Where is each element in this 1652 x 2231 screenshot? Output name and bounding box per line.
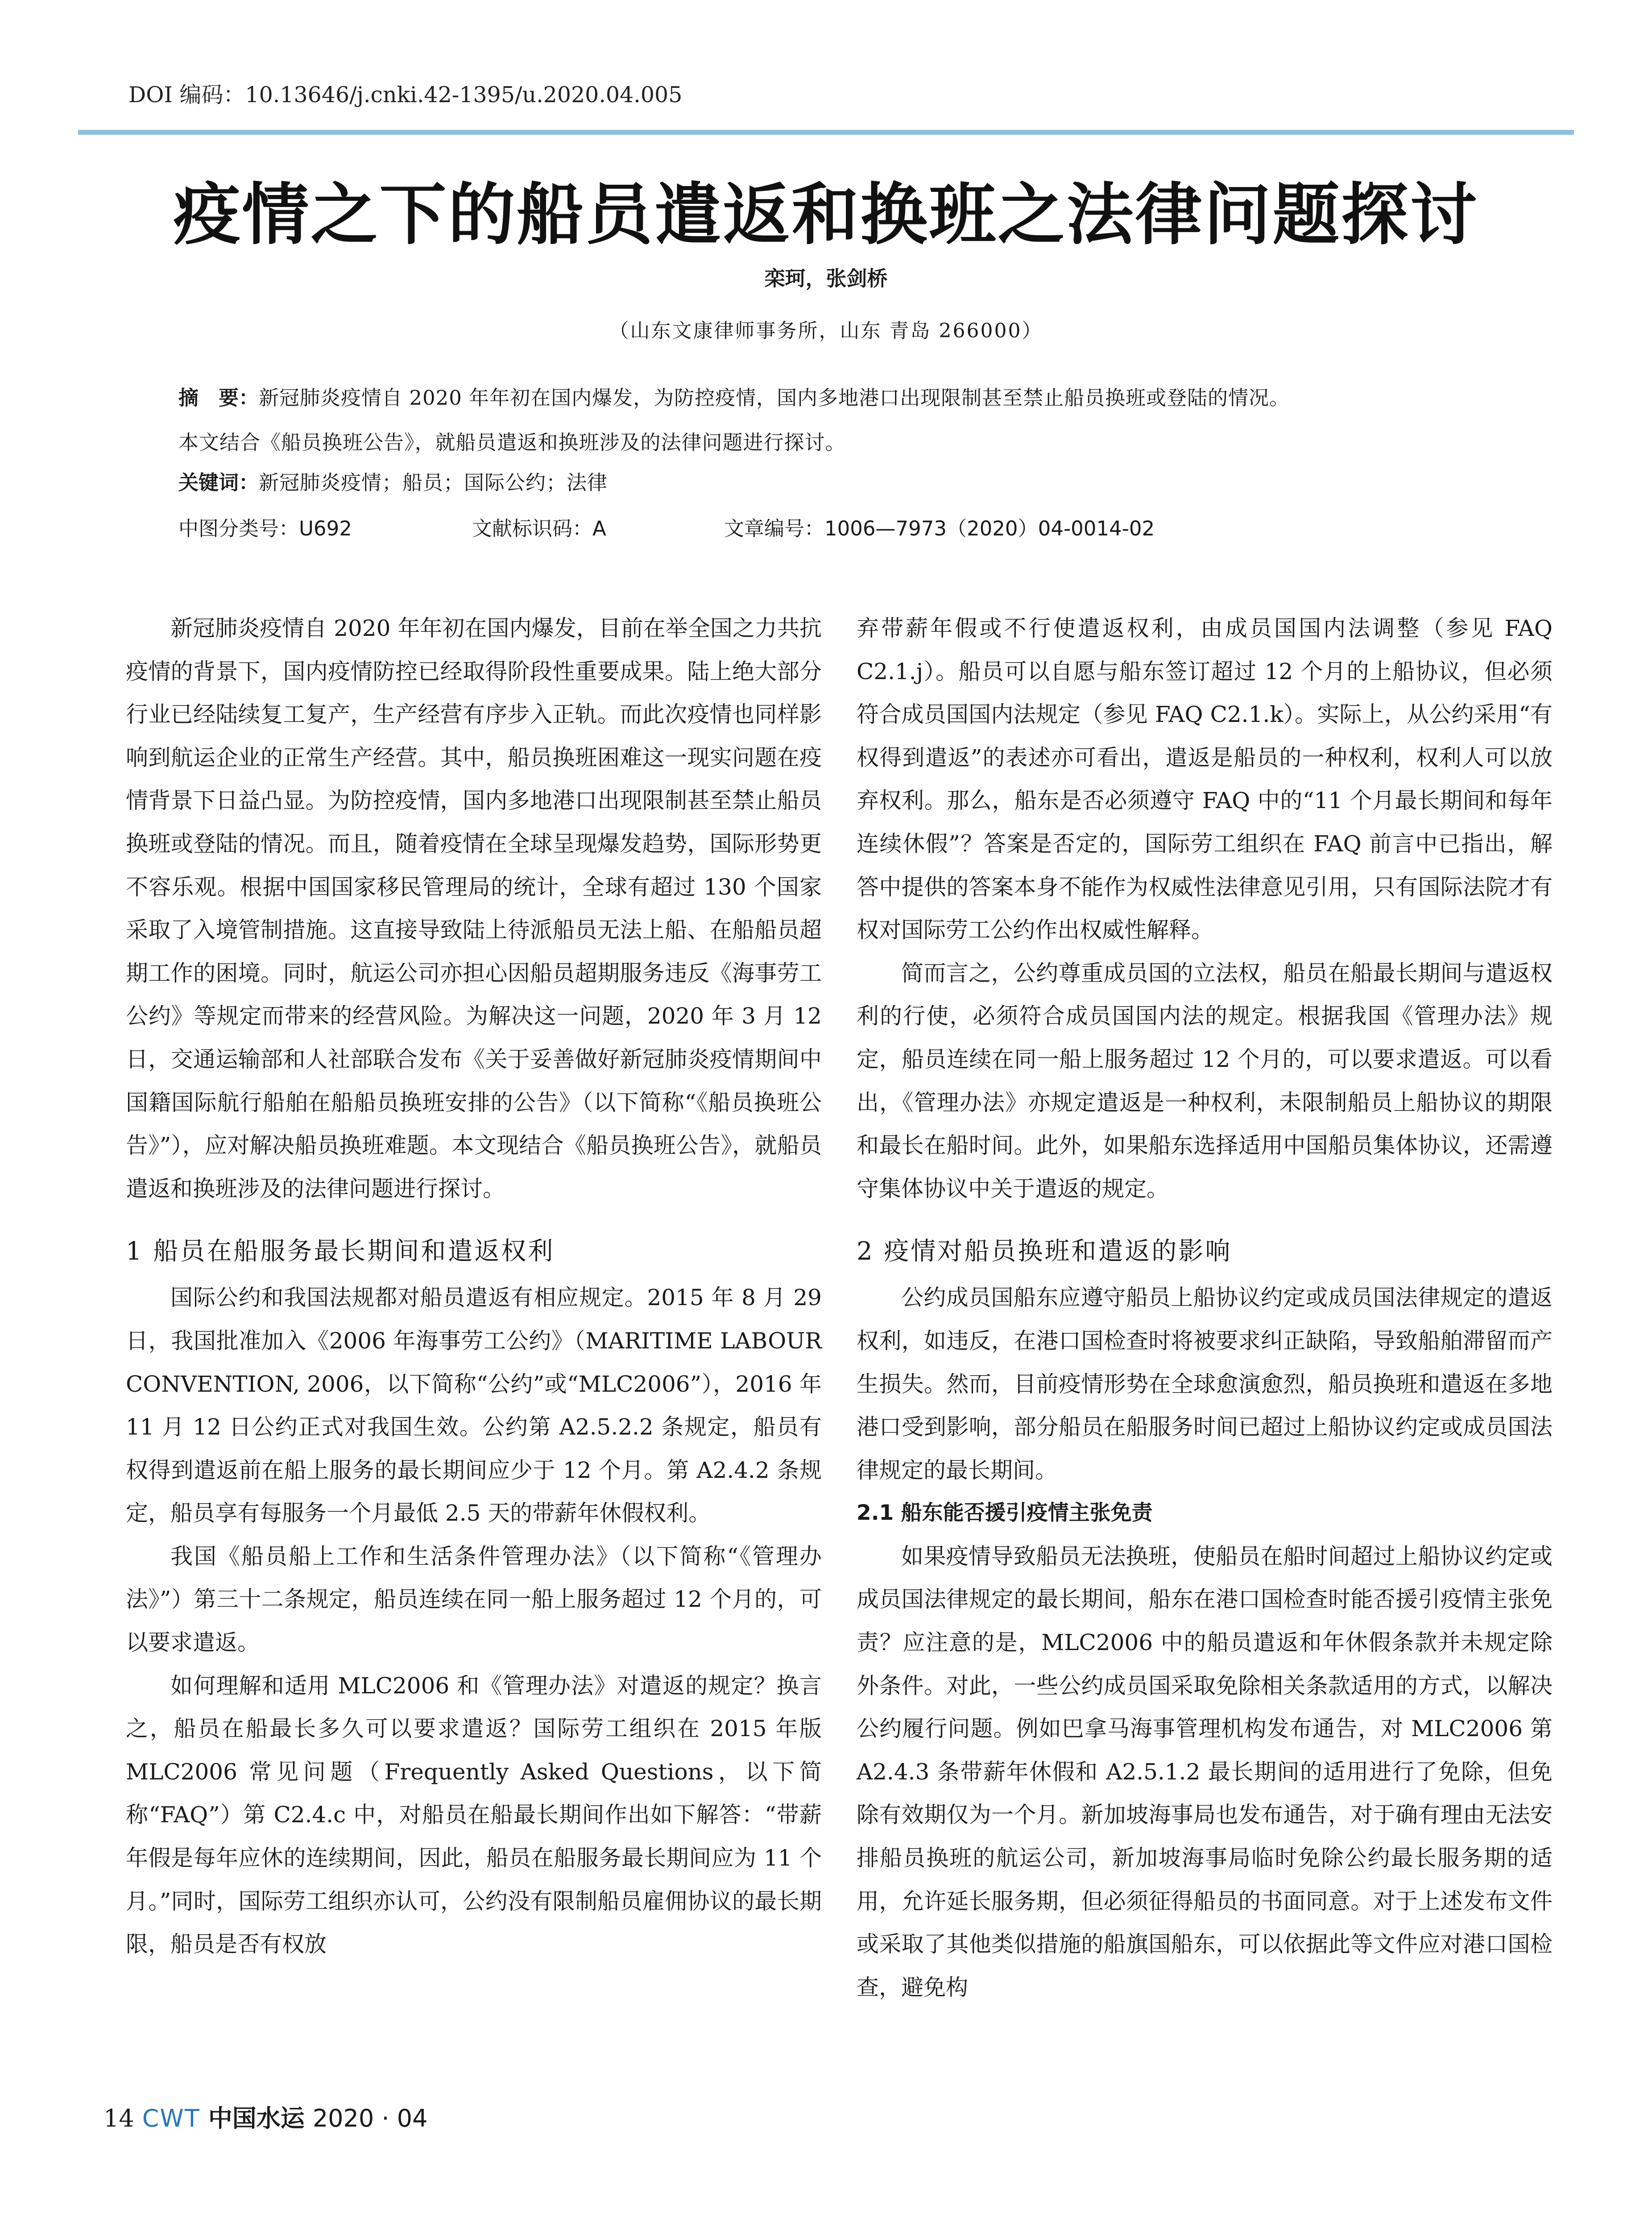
section-2-paragraph-1: 公约成员国船东应遵守船员上船协议约定或成员国法律规定的遣返权利，如违反，在港口国检查时将被要求纠正缺陷，导致船舶滞留而产生损失。然而，目前疫情形势在全球愈演愈烈，船员换班和遣返在多地港口受到影响，部分船员在船服务时间已超过上船协议约定或成员国法律规定的最长期间。 xyxy=(857,1285,1553,1483)
abstract-text-1: 新冠肺炎疫情自 2020 年年初在国内爆发，为防控疫情，国内多地港口出现限制甚至禁止船员换班或登陆的情况。 xyxy=(259,386,1290,410)
journal-logo: CWT xyxy=(142,2104,200,2132)
section-2-heading: 2 疫情对船员换班和遣返的影响 xyxy=(857,1237,1232,1266)
article-number: 文章编号：1006—7973（2020）04-0014-02 xyxy=(724,517,1155,540)
journal-name: 中国水运 xyxy=(208,2104,305,2132)
doi-line: DOI 编码：10.13646/j.cnki.42-1395/u.2020.04.005 xyxy=(128,82,683,108)
abstract-line-1 xyxy=(178,382,1517,411)
issue-number: 2020 · 04 xyxy=(312,2104,428,2132)
section-1-paragraph-4: 简而言之，公约尊重成员国的立法权，船员在船最长期间与遣返权利的行使，必须符合成员国国内法的规定。根据我国《管理办法》规定，船员连续在同一船上服务超过 12 个月的，可以要求遣返。可以看出，《管理办法》亦规定遣返是一种权利，未限制船员上船协议的期限和最长在船时间。此外，如果船东选择适用中国船员集体协议，还需遵守集体协议中关于遣返的规定。 xyxy=(857,960,1553,1202)
document-code: 文献标识码：A xyxy=(472,517,606,540)
intro-paragraph: 新冠肺炎疫情自 2020 年年初在国内爆发，目前在举全国之力共抗疫情的背景下，国内疫情防控已经取得阶段性重要成果。陆上绝大部分行业已经陆续复工复产，生产经营有序步入正轨。而此次疫情也同样影响到航运企业的正常生产经营。其中，船员换班困难这一现实问题在疫情背景下日益凸显。为防控疫情，国内多地港口出现限制甚至禁止船员换班或登陆的情况。而且，随着疫情在全球呈现爆发趋势，国际形势更不容乐观。根据中国国家移民管理局的统计，全球有超过 130 个国家采取了入境管制措施。这直接导致陆上待派船员无法上船、在船船员超期工作的困境。同时，航运公司亦担心因船员超期服务违反《海事劳工公约》等规定而带来的经营风险。为解决这一问题，2020 年 3 月 12 日，交通运输部和人社部联合发布《关于妥善做好新冠肺炎疫情期间中国籍国际航行船舶在船船员换班安排的公告》（以下简称“《船员换班公告》”），应对解决船员换班难题。本文现结合《船员换班公告》，就船员遣返和换班涉及的法律问题进行探讨。 xyxy=(126,615,822,1202)
abstract-line-2: 本文结合《船员换班公告》，就船员遣返和换班涉及的法律问题进行探讨。 xyxy=(178,431,846,454)
section-1-paragraph-3: 如何理解和适用 MLC2006 和《管理办法》对遣返的规定？换言之，船员在船最长多久可以要求遣返？国际劳工组织在 2015 年版 MLC2006 常见问题（Frequently Asked Questions，以下简称“FAQ”）第 C2.4.c 中，对船员在船最长期间作出如下解答：“带薪年假是每年应休的连续期间，因此，船员在船服务最长期间应为 11 个月。”同时，国际劳工组织亦认可，公约没有限制船员雇佣协议的最长期限，船员是否有权放 xyxy=(126,1672,822,1957)
section-2-1-heading: 2.1 船东能否援引疫情主张免责 xyxy=(857,1501,1153,1526)
clc-number: 中图分类号：U692 xyxy=(178,517,352,540)
keywords-text: 新冠肺炎疫情；船员；国际公约；法律 xyxy=(259,471,608,494)
affiliation: （山东文康律师事务所，山东 青岛 266000） xyxy=(609,319,1043,342)
keywords-label: 关键词： xyxy=(178,471,259,494)
right-column xyxy=(857,607,1553,2009)
abstract-label: 摘 要： xyxy=(178,386,259,410)
keywords-line xyxy=(178,466,1517,495)
page-footer xyxy=(104,2099,427,2134)
section-1-paragraph-2: 我国《船员船上工作和生活条件管理办法》（以下简称“《管理办法》”）第三十二条规定，船员连续在同一船上服务超过 12 个月的，可以要求遣返。 xyxy=(126,1543,822,1656)
section-1-heading: 1 船员在船服务最长期间和遣返权利 xyxy=(126,1237,555,1266)
article-title: 疫情之下的船员遣返和换班之法律问题探讨 xyxy=(173,175,1479,254)
header-rule xyxy=(78,130,1574,135)
section-2-1-paragraph-1: 如果疫情导致船员无法换班，使船员在船时间超过上船协议约定或成员国法律规定的最长期间，船东在港口国检查时能否援引疫情主张免责？应注意的是，MLC2006 中的船员遣返和年休假条款并未规定除外条件。对此，一些公约成员国采取免除相关条款适用的方式，以解决公约履行问题。例如巴拿马海事管理机构发布通告，对 MLC2006 第 A2.4.3 条带薪年休假和 A2.5.1.2 最长期间的适用进行了免除，但免除有效期仅为一个月。新加坡海事局也发布通告，对于确有理由无法安排船员换班的航运公司，新加坡海事局临时免除公约最长服务期的适用，允许延长服务期，但必须征得船员的书面同意。对于上述发布文件或采取了其他类似措施的船旗国船东，可以依据此等文件应对港口国检查，避免构 xyxy=(857,1543,1553,2000)
authors: 栾珂，张剑桥 xyxy=(764,266,888,290)
left-column xyxy=(126,607,822,1966)
page-number: 14 xyxy=(104,2104,134,2132)
section-1-paragraph-1: 国际公约和我国法规都对船员遣返有相应规定。2015 年 8 月 29 日，我国批准加入《2006 年海事劳工公约》（MARITIME LABOUR CONVENTION, 2006，以下简称“公约”或“MLC2006”），2016 年 11 月 12 日公约正式对我国生效。公约第 A2.5.2.2 条规定，船员有权得到遣返前在船上服务的最长期间应少于 12 个月。第 A2.4.2 条规定，船员享有每服务一个月最低 2.5 天的带薪年休假权利。 xyxy=(126,1285,822,1526)
section-1-paragraph-3-continued: 弃带薪年假或不行使遣返权利，由成员国国内法调整（参见 FAQ C2.1.j）。船员可以自愿与船东签订超过 12 个月的上船协议，但必须符合成员国国内法规定（参见 FAQ C2.1.k）。实际上，从公约采用“有权得到遣返”的表述亦可看出，遣返是船员的一种权利，权利人可以放弃权利。那么，船东是否必须遵守 FAQ 中的“11 个月最长期间和每年连续休假”？答案是否定的，国际劳工组织在 FAQ 前言中已指出，解答中提供的答案本身不能作为权威性法律意见引用，只有国际法院才有权对国际劳工公约作出权威性解释。 xyxy=(857,615,1553,943)
